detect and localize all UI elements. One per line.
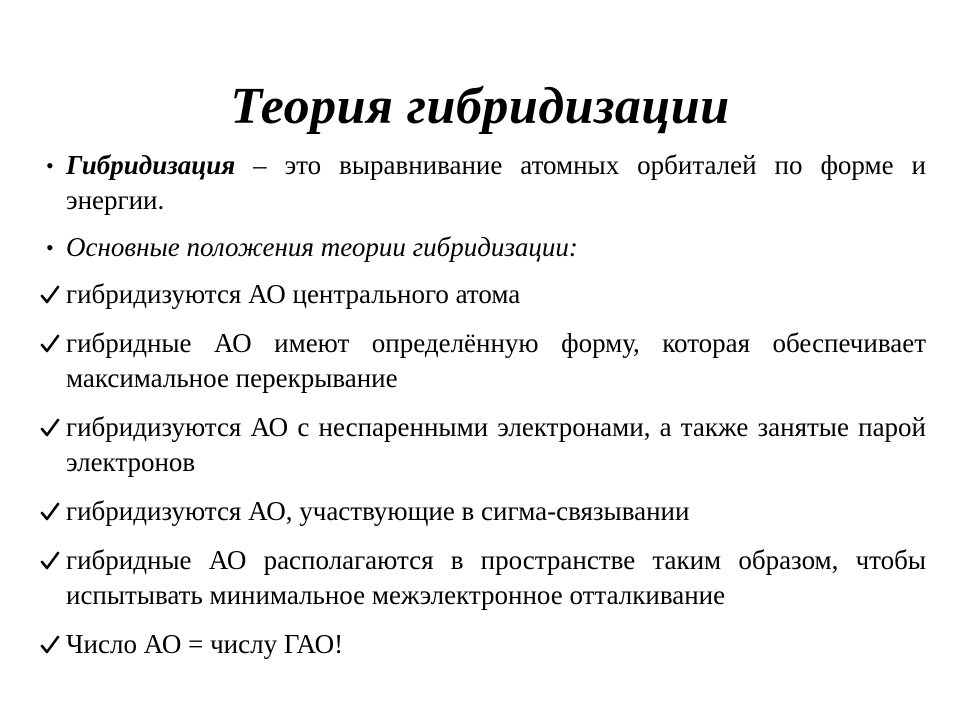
check-item	[44, 494, 926, 529]
checkmark-icon	[40, 410, 62, 445]
checkmark-icon	[40, 627, 62, 662]
check-item-text: гибридные АО имеют определённую форму, которая обеспечивает максимальное перекрывание	[66, 328, 926, 393]
checkmark-icon	[40, 277, 62, 312]
slide-content	[44, 148, 926, 676]
definition-item	[44, 148, 926, 218]
definition-text: – это выравнивание атомных орбиталей по форме и энергии.	[66, 150, 926, 215]
check-item-text: гибридизуются АО центрального атома	[66, 279, 521, 309]
subheading-item	[44, 230, 926, 265]
bullet-dot-icon: •	[46, 153, 54, 178]
check-item	[44, 543, 926, 613]
check-item-text: гибридизуются АО с неспаренными электронами, а также занятые парой электронов	[66, 412, 926, 477]
checkmark-icon	[40, 326, 62, 361]
check-item	[44, 627, 926, 662]
check-item	[44, 410, 926, 480]
check-item-text: гибридные АО располагаются в пространстве таким образом, чтобы испытывать минимальное межэлектронное отталкивание	[66, 545, 926, 610]
check-item	[44, 277, 926, 312]
check-item-text: Число АО = числу ГАО!	[66, 629, 344, 659]
check-item-text: гибридизуются АО, участвующие в сигма-связывании	[66, 496, 690, 526]
definition-term: Гибридизация	[66, 150, 236, 180]
check-item	[44, 326, 926, 396]
subheading-text: Основные положения теории гибридизации:	[66, 232, 578, 262]
checkmark-icon	[40, 543, 62, 578]
bullet-dot-icon: •	[46, 235, 54, 260]
slide-title: Теория гибридизации	[230, 77, 730, 135]
checkmark-icon	[40, 494, 62, 529]
